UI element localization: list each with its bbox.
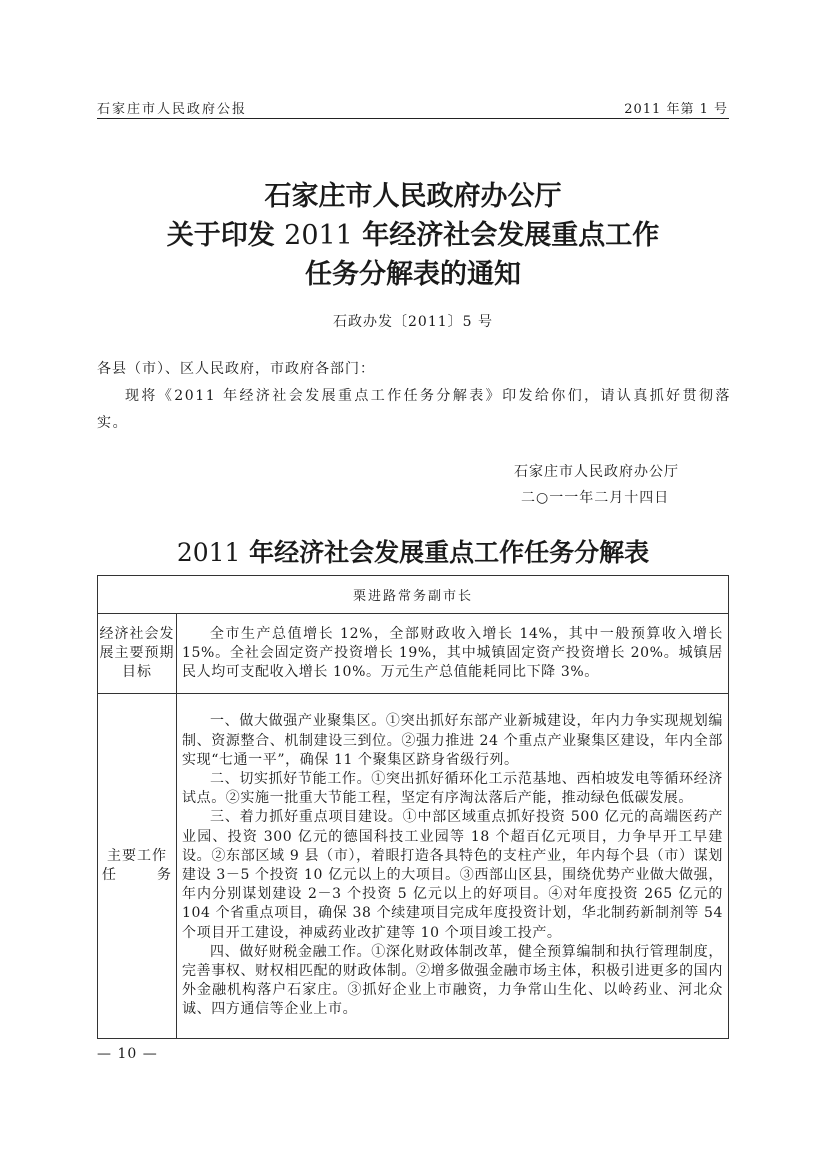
tasks-label-line-1: 主要工作 <box>107 848 167 864</box>
title-suffix: 年经济社会发展重点工作 <box>362 220 660 251</box>
tasks-label-char-1: 任 <box>102 867 135 883</box>
signature-date: 二○一一年二月十四日 <box>521 490 670 506</box>
table-title <box>97 533 729 569</box>
page-number: — 10 — <box>97 1046 158 1062</box>
title-prefix: 关于印发 <box>166 220 275 251</box>
task-paragraph-2: 二、切实抓好节能工作。①突出抓好循环化工示范基地、西柏坡发电等循环经济试点。②实施一批重大节能工程，坚定有序淘汰落后产能，推动绿色低碳发展。 <box>182 770 723 807</box>
title-year: 2011 <box>284 220 353 251</box>
notice-title-line-1: 石家庄市人民政府办公厅 <box>264 181 562 212</box>
document-number: 石政办发〔2011〕5 号 <box>333 314 493 330</box>
goals-paragraph: 全市生产总值增长 12%，全部财政收入增长 14%，其中一般预算收入增长 15%。全社会固定资产投资增长 19%，其中城镇固定资产投资增长 20%。城镇居民人均可支配收入增长 10%。万元生产总值能耗同比下降 3%。 <box>182 625 723 681</box>
table-row-leader <box>98 576 729 614</box>
issue-number: 2011 年第 1 号 <box>624 102 728 117</box>
addressee: 各县（市）、区人民政府，市政府各部门： <box>97 361 375 377</box>
row-label-tasks <box>98 694 177 1039</box>
notice-title-line-2 <box>97 216 729 255</box>
tasks-label-char-2: 务 <box>157 867 173 883</box>
table-row <box>98 694 729 1039</box>
task-table <box>97 575 729 1039</box>
task-paragraph-1: 一、做大做强产业聚集区。①突出抓好东部产业新城建设，年内力争实现规划编制、资源整合、机制建设三到位。②强力推进 24 个重点产业聚集区建设，年内全部实现“七通一平”，确保 11 个聚集区跻身省级行列。 <box>182 713 723 768</box>
task-paragraph-3: 三、着力抓好重点项目建设。①中部区域重点抓好投资 500 亿元的高端医药产业园、投资 300 亿元的德国科技工业园等 18 个超百亿元项目，力争早开工早建设。②东部区域 9 县（市），着眼打造各具特色的支柱产业，年内每个县（市）谋划建设 3－5 个投资 10 亿元以上的大项目。③西部山区县，围绕优势产业做大做强，年内分别谋划建设 2－3 个投资 5 亿元以上的好项目。④对年度投资 265 亿元的 104 个省重点项目，确保 38 个续建项目完成年度投资计划，华北制药新制剂等 54 个项目开工建设，神威药业改扩建等 10 个项目竣工投产。 <box>182 809 723 941</box>
row-content-tasks <box>177 694 729 1039</box>
notice-title-line-3: 任务分解表的通知 <box>305 259 521 290</box>
table-title-text: 年经济社会发展重点工作任务分解表 <box>249 538 650 567</box>
leader-cell: 栗进路常务副市长 <box>98 576 729 614</box>
task-paragraph-4: 四、做好财税金融工作。①深化财政体制改革，健全预算编制和执行管理制度，完善事权、财权相匹配的财政体制。②增多做强金融市场主体，积极引进更多的国内外金融机构落户石家庄。③抓好企业上市融资，力争常山生化、以岭药业、河北众诚、四方通信等企业上市。 <box>182 943 723 1018</box>
row-label-goals: 经济社会发展主要预期目标 <box>98 614 177 694</box>
header-divider <box>97 118 729 119</box>
row-content-goals <box>177 614 729 694</box>
notice-body: 现将《2011 年经济社会发展重点工作任务分解表》印发给你们，请认真抓好贯彻落实。 <box>97 388 731 431</box>
table-title-year: 2011 <box>176 538 241 567</box>
signature-organization: 石家庄市人民政府办公厅 <box>514 464 679 480</box>
table-row <box>98 614 729 694</box>
tasks-label-line-2 <box>98 866 176 885</box>
publication-name: 石家庄市人民政府公报 <box>97 102 248 117</box>
